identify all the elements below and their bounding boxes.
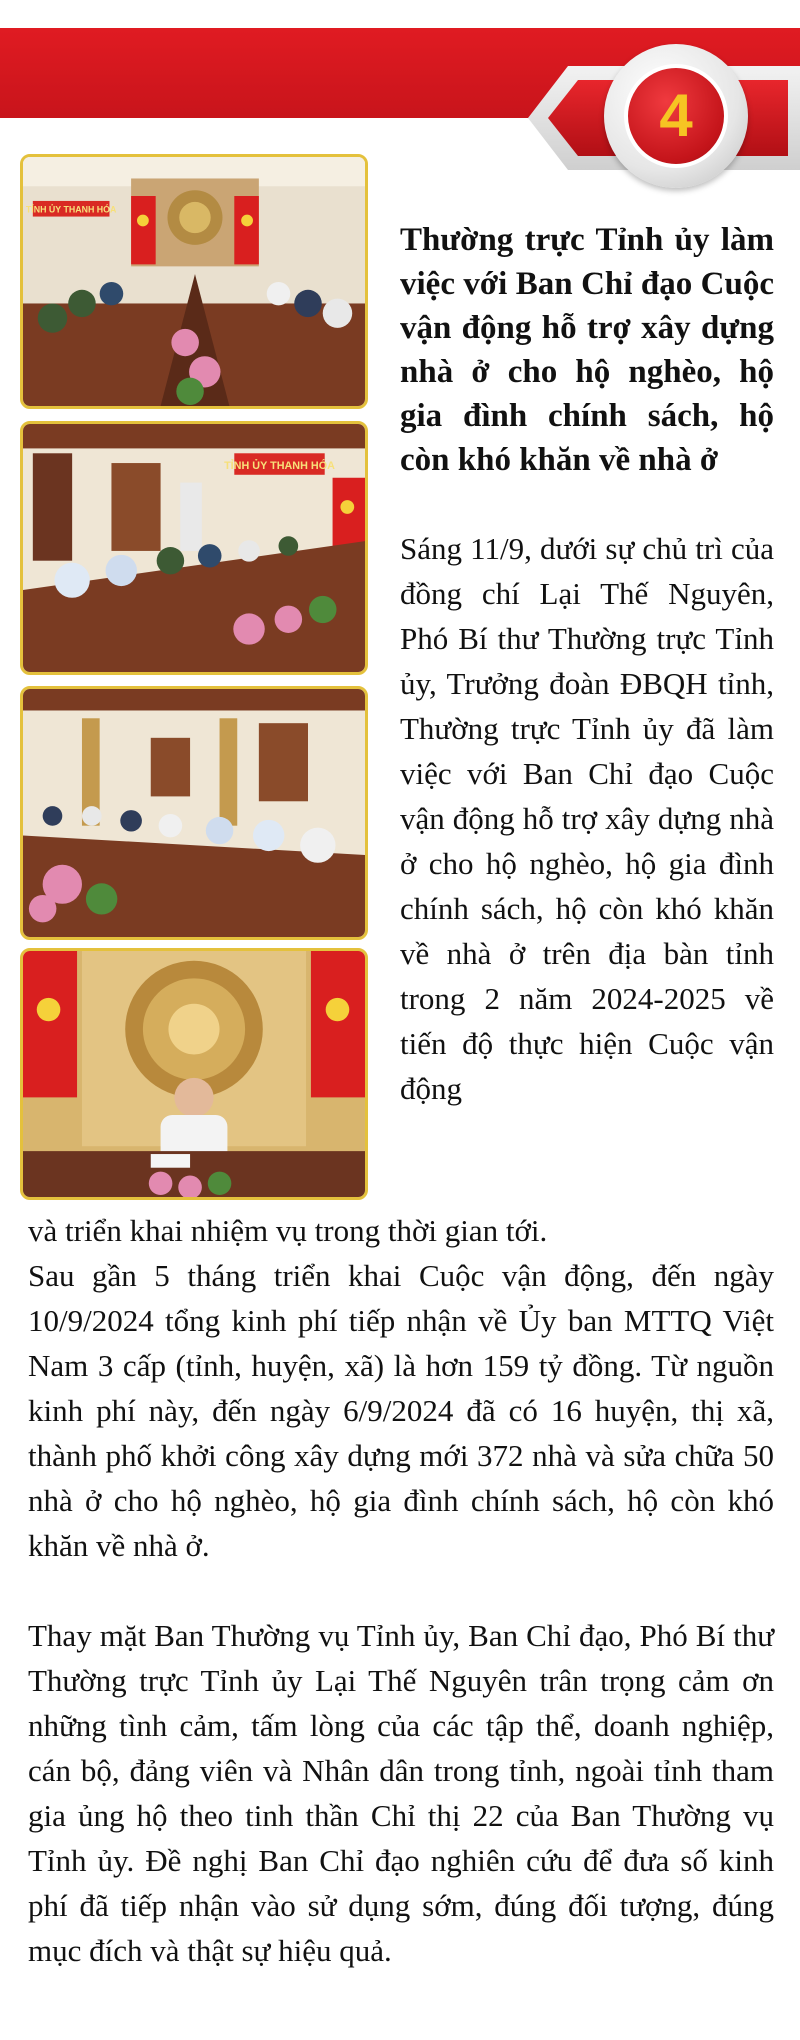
meeting-photo-3 (20, 686, 368, 940)
paragraph-2: Sau gần 5 tháng triển khai Cuộc vận động, đến ngày 10/9/2024 tổng kinh phí tiếp nhận về Ủy ban MTTQ Việt Nam 3 cấp (tỉnh, huyện, xã) là hơn 159 tỷ đồng. Từ nguồn kinh phí này, đến ngày 6/9/2024 đã có 16 huyện, thị xã, thành phố khởi công xây dựng mới 372 nhà và sửa chữa 50 nhà ở cho hộ nghèo, hộ gia đình chính sách, hộ còn khó khăn về nhà ở. (28, 1258, 774, 1563)
paragraph-1-side: Sáng 11/9, dưới sự chủ trì của đồng chí Lại Thế Nguyên, Phó Bí thư Thường trực Tỉnh ủy, Trưởng đoàn ĐBQH tỉnh, Thường trực Tỉnh ủy đã làm việc với Ban Chỉ đạo Cuộc vận động hỗ trợ xây dựng nhà ở cho hộ nghèo, hộ gia đình chính sách, hộ còn khó khăn về nhà ở trên địa bàn tỉnh trong 2 năm 2024-2025 về tiến độ thực hiện Cuộc vận động (400, 531, 774, 1106)
section-number: 4 (659, 82, 693, 149)
meeting-photo-1 (20, 154, 368, 409)
paragraph-3: Thay mặt Ban Thường vụ Tỉnh ủy, Ban Chỉ đạo, Phó Bí thư Thường trực Tỉnh ủy Lại Thế Nguyên trân trọng cảm ơn những tình cảm, tấm lòng của các tập thể, doanh nghiệp, cán bộ, đảng viên và Nhân dân trong tỉnh, ngoài tỉnh tham gia ủng hộ theo tinh thần Chỉ thị 22 của Ban Thường vụ Tỉnh ủy. Đề nghị Ban Chỉ đạo nghiên cứu để đưa số kinh phí đã tiếp nhận vào sử dụng sớm, đúng đối tượng, đúng mục đích và thật sự hiệu quả. (28, 1618, 774, 1968)
paragraph-1-end: và triển khai nhiệm vụ trong thời gian tới. (28, 1213, 548, 1248)
meeting-photo-2 (20, 421, 368, 675)
section-number-badge (624, 64, 728, 168)
banner-text-1: TỈNH ỦY THANH HÓA (25, 204, 117, 215)
meeting-photo-4 (20, 948, 368, 1200)
article-headline: Thường trực Tỉnh ủy làm việc với Ban Chỉ đạo Cuộc vận động hỗ trợ xây dựng nhà ở cho hộ nghèo, hộ gia đình chính sách, hộ còn khó khăn về nhà ở (400, 222, 774, 478)
banner-text-2: TỈNH ỦY THANH HÓA (224, 459, 335, 472)
